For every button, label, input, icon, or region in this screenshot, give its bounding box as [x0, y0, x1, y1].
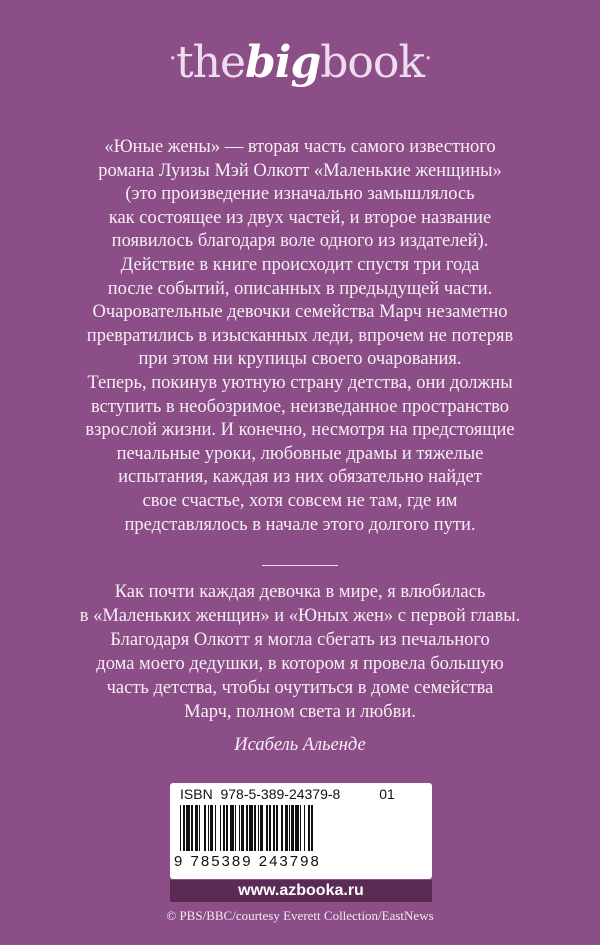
barcode-bar	[230, 805, 234, 851]
quote-line: Как почти каждая девочка в мире, я влюбилась	[114, 582, 486, 602]
quote-line: часть детства, чтобы очутиться в доме семейства	[106, 678, 494, 698]
barcode-bar	[311, 805, 312, 851]
logo-book: book	[320, 37, 425, 88]
logo-the: the	[175, 37, 245, 88]
description-line: представлялось в начале этого долгого пути.	[124, 514, 476, 535]
barcode-bar	[191, 805, 192, 851]
barcode-bars	[180, 805, 422, 851]
barcode-bar	[249, 805, 253, 851]
photo-credit: © PBS/BBC/courtesy Everett Collection/EastNews	[166, 908, 434, 923]
barcode-bar	[269, 805, 272, 851]
barcode-bar	[210, 805, 213, 851]
description-line: Очаровательные девочки семейства Марч незаметно	[92, 302, 508, 323]
section-divider	[262, 565, 338, 566]
barcode-bar	[295, 805, 299, 851]
barcode-bar	[246, 805, 247, 851]
barcode-bar	[266, 805, 267, 851]
quote-line: Благодаря Олкотт я могла сбегать из печального	[110, 630, 490, 650]
barcode-bar	[208, 805, 209, 851]
barcode-bar	[183, 805, 186, 851]
description-line: вступить в необозримое, неизведанное пространство	[91, 396, 509, 417]
barcode-bar	[180, 805, 181, 851]
barcode-bar	[289, 805, 290, 851]
description-line: после событий, описанных в предыдущей части.	[107, 278, 493, 299]
logo-big: big	[245, 37, 321, 88]
description-line: при этом ни крупицы своего очарования.	[138, 349, 462, 370]
barcode-label	[170, 783, 432, 879]
description-line: романа Луизы Мэй Олкотт «Маленькие женщины»	[98, 160, 502, 181]
description-line: как состоящее из двух частей, и второе название	[108, 207, 492, 228]
barcode-bar	[308, 805, 311, 851]
logo-dot-right: ·	[424, 44, 432, 74]
barcode-bar	[285, 805, 288, 851]
barcode-bar	[300, 805, 301, 851]
description-line: печальные уроки, любовные драмы и тяжелые	[116, 443, 484, 464]
description-line: (это произведение изначально замышлялось	[125, 184, 475, 205]
barcode-bar	[186, 805, 190, 851]
book-description	[40, 136, 560, 537]
quote-line: дома моего дедушки, в котором я провела большую	[96, 654, 504, 674]
isbn-code: 01	[379, 786, 395, 802]
barcode-bar	[199, 805, 200, 851]
publisher-website: www.azbooka.ru	[170, 880, 432, 902]
barcode-bar	[241, 805, 244, 851]
publisher-logo	[0, 34, 600, 88]
barcode-bar	[258, 805, 259, 851]
isbn-text	[180, 786, 395, 802]
description-line: испытания, каждая из них обязательно найдет	[118, 467, 482, 488]
description-line: Действие в книге происходит спустя три года	[120, 254, 480, 275]
description-line: Теперь, покинув уютную страну детства, они должны	[87, 372, 513, 393]
quote-author: Исабель Альенде	[234, 735, 366, 755]
description-line: «Юные жены» — вторая часть самого известного	[104, 137, 496, 157]
barcode-bar	[273, 805, 276, 851]
barcode-bar	[204, 805, 207, 851]
description-line: взрослой жизни. И конечно, несмотря на предстоящие	[85, 420, 515, 441]
barcode-number: 9 785389 243798	[174, 853, 321, 870]
barcode-bar	[260, 805, 263, 851]
barcode-bar	[223, 805, 226, 851]
barcode-bar	[226, 805, 227, 851]
barcode-bar	[304, 805, 305, 851]
barcode-bar	[281, 805, 282, 851]
barcode-bar	[235, 805, 236, 851]
barcode-bar	[220, 805, 221, 851]
barcode-bar	[254, 805, 257, 851]
barcode-bar	[291, 805, 294, 851]
description-line: свое счастье, хотя совсем не там, где им	[142, 490, 458, 511]
barcode-bar	[239, 805, 240, 851]
barcode-bar	[195, 805, 198, 851]
quote-line: Марч, полном света и любви.	[184, 702, 416, 722]
logo-dot-left: ·	[168, 44, 176, 74]
barcode-bar	[276, 805, 277, 851]
isbn-number: ISBN 978-5-389-24379-8	[180, 786, 341, 802]
barcode-bar	[215, 805, 216, 851]
quote-line: в «Маленьких женщин» и «Юных жен» с первой главы.	[79, 606, 521, 626]
description-line: превратились в изысканных леди, впрочем не потеряв	[86, 325, 514, 346]
review-quote	[40, 580, 560, 724]
description-line: появилось благодаря воле одного из издателей).	[111, 231, 489, 252]
